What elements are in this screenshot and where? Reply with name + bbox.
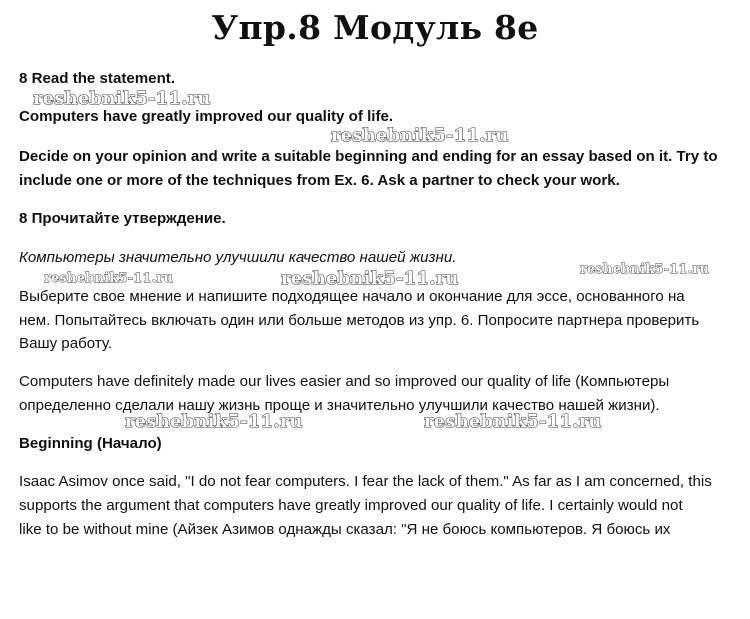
exercise-heading-ru: 8 Прочитайте утверждение. — [19, 210, 226, 227]
task-en-line-1: Decide on your opinion and write a suitable beginning and ending for an essay based on it. Try to — [19, 148, 718, 165]
task-ru-line-2: нем. Попытайтесь включать один или больше методов из упр. 6. Попросите партнера проверить — [19, 312, 700, 329]
watermark: reshebnik5-11.ru — [125, 411, 303, 432]
paragraph-line-2: supports the argument that computers have greatly improved our quality of life. I certainly would not — [19, 497, 683, 514]
page-title: Упр.8 Модуль 8e — [211, 8, 539, 47]
task-ru-line-3: Вашу работу. — [19, 335, 113, 352]
watermark: reshebnik5-11.ru — [424, 411, 602, 432]
answer-line-1: Computers have definitely made our lives easier and so improved our quality of life (Компьютеры — [19, 373, 670, 390]
statement-en: Computers have greatly improved our quality of life. — [19, 108, 394, 125]
answer-line-2: определенно сделали нашу жизнь проще и значительно улучшили качество нашей жизни). — [19, 397, 660, 414]
watermark: reshebnik5-11.ru — [281, 268, 459, 289]
exercise-heading-en: 8 Read the statement. — [19, 70, 176, 87]
watermark: reshebnik5-11.ru — [580, 262, 710, 277]
paragraph-line-3: like to be without mine (Айзек Азимов однажды сказал: "Я не боюсь компьютеров. Я боюсь их — [19, 521, 671, 538]
beginning-heading: Beginning (Начало) — [19, 435, 162, 452]
statement-ru: Компьютеры значительно улучшили качество нашей жизни. — [19, 249, 457, 266]
task-en-line-2: include one or more of the techniques from Ex. 6. Ask a partner to check your work. — [19, 172, 620, 189]
watermark: reshebnik5-11.ru — [331, 125, 509, 146]
task-ru-line-1: Выберите свое мнение и напишите подходящее начало и окончание для эссе, основанного на — [19, 288, 685, 305]
paragraph-line-1: Isaac Asimov once said, "I do not fear computers. I fear the lack of them." As far as I am concerned, this — [19, 473, 712, 490]
watermark: reshebnik5-11.ru — [44, 271, 174, 286]
watermark: reshebnik5-11.ru — [33, 88, 211, 109]
